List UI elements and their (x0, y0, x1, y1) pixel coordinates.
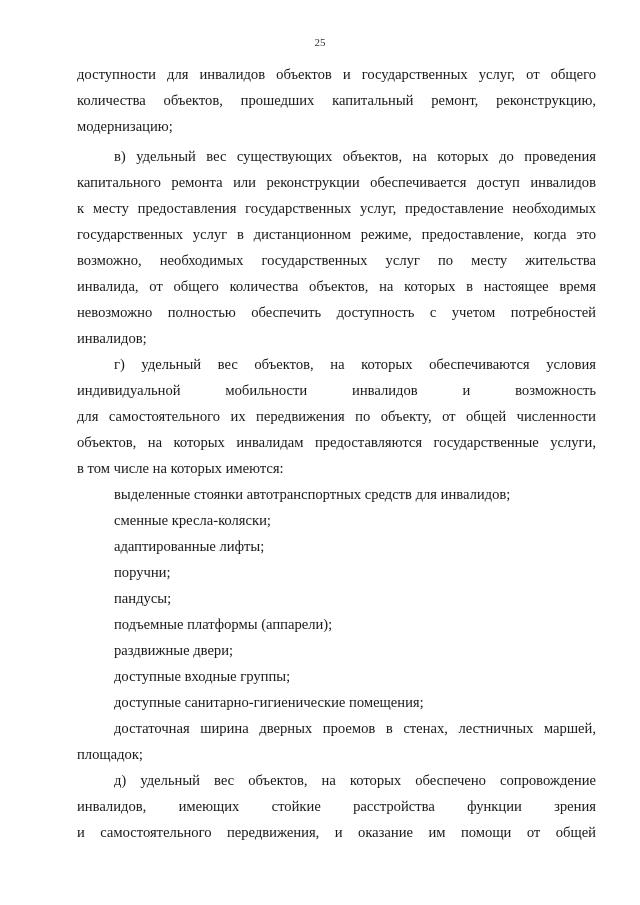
text-line: для самостоятельного их передвижения по объекту, от общей численности (77, 409, 596, 425)
text-line: объектов, на которых инвалидам предоставляются государственные услуги, (77, 435, 596, 451)
text-line: возможно, необходимых государственных услуг по месту жительства (77, 253, 596, 269)
list-item: сменные кресла-коляски; (114, 513, 271, 529)
list-item: поручни; (114, 565, 171, 581)
text-line: модернизацию; (77, 119, 173, 135)
text-line: количества объектов, прошедших капитальный ремонт, реконструкцию, (77, 93, 596, 109)
text-line: инвалида, от общего количества объектов, на которых в настоящее время (77, 279, 596, 295)
text-line: и самостоятельного передвижения, и оказание им помощи от общей (77, 825, 596, 841)
list-item: выделенные стоянки автотранспортных средств для инвалидов; (114, 487, 511, 503)
page-number: 25 (314, 37, 326, 49)
text-line: доступности для инвалидов объектов и государственных услуг, от общего (77, 67, 596, 83)
list-item: раздвижные двери; (114, 643, 234, 659)
text-line: в том числе на которых имеются: (77, 461, 284, 477)
list-item: доступные санитарно-гигиенические помещения; (114, 695, 424, 711)
text-line: площадок; (77, 747, 143, 763)
paragraph-start-line: г) удельный вес объектов, на которых обеспечиваются условия (114, 357, 596, 373)
text-line: индивидуальной мобильности инвалидов и возможность (77, 383, 596, 399)
list-item: адаптированные лифты; (114, 539, 265, 555)
text-line: инвалидов; (77, 331, 147, 347)
text-line: инвалидов, имеющих стойкие расстройства функции зрения (77, 799, 596, 815)
paragraph-start-line: в) удельный вес существующих объектов, на которых до проведения (114, 149, 596, 165)
list-item: пандусы; (114, 591, 172, 607)
list-item: доступные входные группы; (114, 669, 291, 685)
list-item: достаточная ширина дверных проемов в стенах, лестничных маршей, (114, 721, 596, 737)
text-line: государственных услуг в дистанционном режиме, предоставление, когда это (77, 227, 596, 243)
text-line: невозможно полностью обеспечить доступность с учетом потребностей (77, 305, 596, 321)
text-line: к месту предоставления государственных услуг, предоставление необходимых (77, 201, 596, 217)
paragraph-start-line: д) удельный вес объектов, на которых обеспечено сопровождение (114, 773, 596, 789)
list-item: подъемные платформы (аппарели); (114, 617, 333, 633)
text-line: капитального ремонта или реконструкции обеспечивается доступ инвалидов (77, 175, 596, 191)
